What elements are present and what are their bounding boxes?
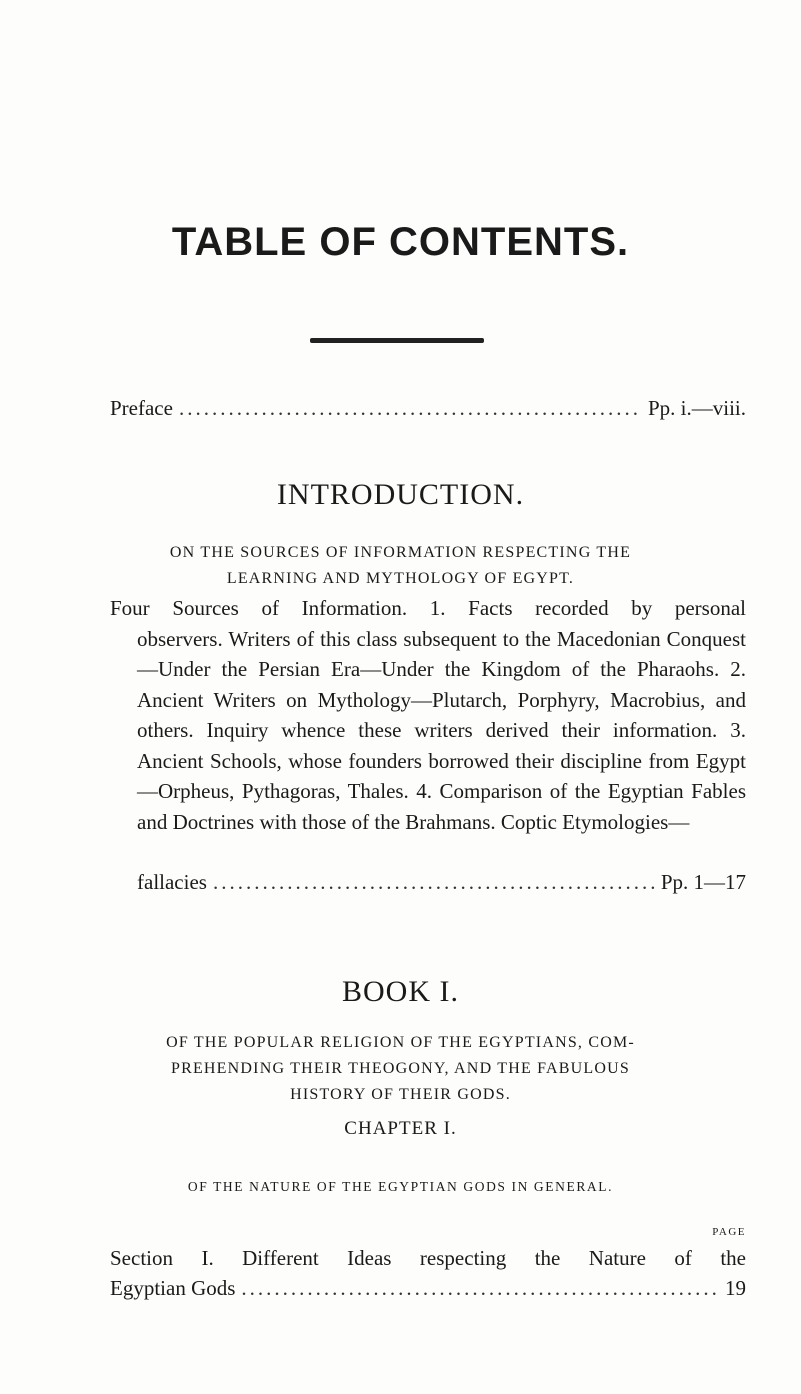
toc-entry-pages: Pp. i.—viii. [647,396,746,420]
toc-entry-pages: Pp. 1—17 [660,870,746,894]
introduction-heading: INTRODUCTION. [276,478,525,511]
toc-entry-introduction [137,870,746,895]
section-entry-title: Section I. Different Ideas respecting the Nature of the [110,1246,746,1270]
introduction-summary-text: observers. Writers of this class subsequent to the Macedonian Conquest—Under the Persian Era—Under the Kingdom of the Pharaohs. 2. Ancient Writers on Mythology—Plutarch, Porphyry, Macrobius, and others. Inquiry whence these writers derived their information. 3. Ancient Schools, whose founders borrowed their discipline from Egypt—Orpheus, Pythagoras, Thales. 4. Comparison of the Egyptian Fables and Doctrines with those of the Brahmans. Coptic Etymologies— [137,626,746,834]
toc-entry-pages: 19 [725,1276,746,1300]
introduction-subheading-line: LEARNING AND MYTHOLOGY OF EGYPT. [226,570,575,587]
book-subheading-line: HISTORY OF THEIR GODS. [290,1086,511,1103]
introduction-subheading-line: ON THE SOURCES OF INFORMATION RESPECTING THE [169,544,632,561]
introduction-summary-first-line: Four Sources of Information. 1. Facts recorded by personal [110,596,746,620]
toc-entry-label: Egyptian Gods [110,1276,236,1300]
dot-leader [213,870,655,895]
book-subheading-line: PREHENDING THEIR THEOGONY, AND THE FABULOUS [170,1060,631,1077]
ornamental-rule [310,338,484,343]
book-subheading [0,1030,801,1108]
page-column-label: PAGE [712,1226,746,1238]
chapter-heading: CHAPTER I. [344,1118,457,1139]
dot-leader [179,396,642,421]
introduction-subheading [0,540,801,592]
toc-entry-label: Preface [110,396,173,420]
toc-entry-preface [110,396,746,421]
toc-entry-label: fallacies [137,870,207,894]
chapter-subheading: OF THE NATURE OF THE EGYPTIAN GODS IN GENERAL. [187,1179,614,1194]
toc-entry-section-1 [110,1276,746,1301]
dot-leader [241,1276,719,1301]
introduction-summary [110,593,746,837]
book-subheading-line: OF THE POPULAR RELIGION OF THE EGYPTIANS, COM- [166,1034,635,1051]
page-title: TABLE OF CONTENTS. [171,220,630,264]
book-heading: BOOK I. [342,975,459,1008]
